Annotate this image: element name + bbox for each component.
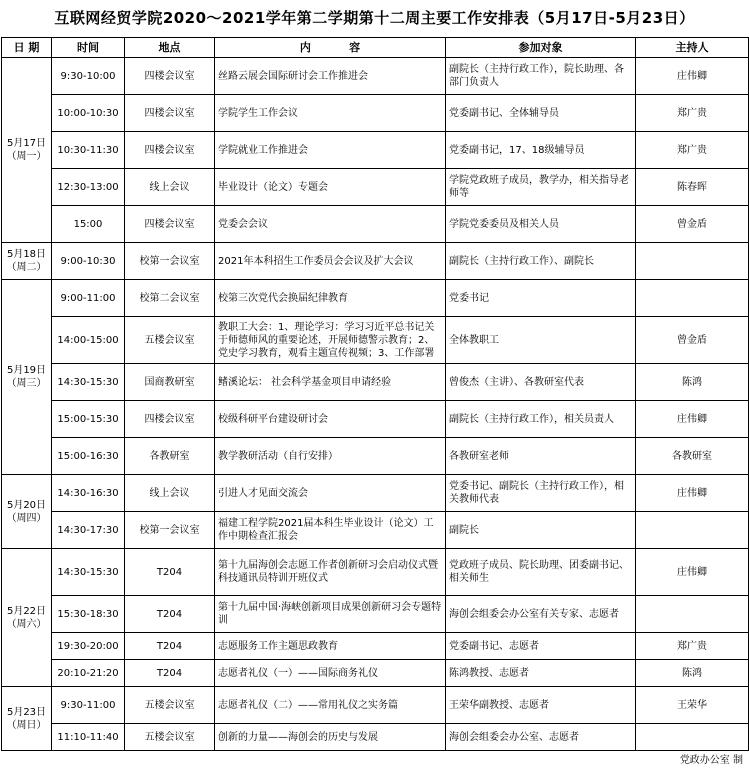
place-cell: 各教研室 — [125, 438, 215, 475]
place-cell: 四楼会议室 — [125, 58, 215, 95]
table-row — [2, 243, 749, 280]
date-cell: 5月22日 （周六） — [2, 549, 52, 687]
time-cell: 10:30-11:30 — [52, 132, 125, 169]
time-cell: 11:10-11:40 — [52, 724, 125, 751]
time-cell: 9:00-10:30 — [52, 243, 125, 280]
footer: 党政办公室 制 — [679, 755, 743, 766]
header-place: 地点 — [125, 38, 215, 58]
content-cell: 创新的力量——海创会的历史与发展 — [215, 724, 446, 751]
table-row — [2, 475, 749, 512]
time-cell: 14:30-15:30 — [52, 364, 125, 401]
table-row — [2, 280, 749, 317]
table-row — [2, 724, 749, 751]
attendees-cell: 学院党委委员及相关人员 — [446, 206, 636, 243]
attendees-cell: 王荣华副教授、志愿者 — [446, 687, 636, 724]
attendees-cell: 副院长 — [446, 512, 636, 549]
time-cell: 15:00-16:30 — [52, 438, 125, 475]
host-cell: 曾金盾 — [636, 206, 749, 243]
date-cell: 5月19日 （周三） — [2, 280, 52, 475]
schedule-body — [2, 58, 749, 751]
place-cell: 四楼会议室 — [125, 401, 215, 438]
table-row — [2, 401, 749, 438]
attendees-cell: 曾俊杰（主讲）、各教研室代表 — [446, 364, 636, 401]
host-cell: 庄伟卿 — [636, 58, 749, 95]
host-cell: 陈鸿 — [636, 364, 749, 401]
place-cell: T204 — [125, 596, 215, 633]
content-cell: 党委会会议 — [215, 206, 446, 243]
attendees-cell: 陈鸿教授、志愿者 — [446, 660, 636, 687]
attendees-cell: 党委书记、副院长（主持行政工作），相关教师代表 — [446, 475, 636, 512]
table-row — [2, 317, 749, 364]
table-row — [2, 206, 749, 243]
content-cell: 第十九届海创会志愿工作者创新研习会启动仪式暨科技通讯员特训开班仪式 — [215, 549, 446, 596]
date-cell: 5月20日 （周四） — [2, 475, 52, 549]
time-cell: 20:10-21:20 — [52, 660, 125, 687]
time-cell: 15:00 — [52, 206, 125, 243]
content-cell: 志愿服务工作主题思政教育 — [215, 633, 446, 660]
content-cell: 学院就业工作推进会 — [215, 132, 446, 169]
host-cell — [636, 596, 749, 633]
time-cell: 15:00-15:30 — [52, 401, 125, 438]
host-cell: 庄伟卿 — [636, 401, 749, 438]
content-cell: 学院学生工作会议 — [215, 95, 446, 132]
host-cell: 庄伟卿 — [636, 475, 749, 512]
place-cell: 校第一会议室 — [125, 243, 215, 280]
table-row — [2, 95, 749, 132]
content-cell: 教职工大会：1、理论学习：学习习近平总书记关于师德师风的重要论述，开展师德警示教育；2、党史学习教育，观看主题宣传视频；3、工作部署 — [215, 317, 446, 364]
content-cell: 2021年本科招生工作委员会会议及扩大会议 — [215, 243, 446, 280]
place-cell: 五楼会议室 — [125, 687, 215, 724]
place-cell: 四楼会议室 — [125, 132, 215, 169]
place-cell: 五楼会议室 — [125, 317, 215, 364]
attendees-cell: 副院长（主持行政工作）、副院长 — [446, 243, 636, 280]
header-content: 内 容 — [215, 38, 446, 58]
table-row — [2, 596, 749, 633]
place-cell: 线上会议 — [125, 169, 215, 206]
content-cell: 校级科研平台建设研讨会 — [215, 401, 446, 438]
place-cell: 校第二会议室 — [125, 280, 215, 317]
host-cell: 曾金盾 — [636, 317, 749, 364]
place-cell: T204 — [125, 633, 215, 660]
attendees-cell: 学院党政班子成员，教学办，相关指导老师等 — [446, 169, 636, 206]
content-cell: 引进人才见面交流会 — [215, 475, 446, 512]
host-cell — [636, 724, 749, 751]
table-row — [2, 660, 749, 687]
place-cell: 线上会议 — [125, 475, 215, 512]
place-cell: 四楼会议室 — [125, 95, 215, 132]
time-cell: 19:30-20:00 — [52, 633, 125, 660]
attendees-cell: 副院长（主持行政工作），院长助理、各部门负责人 — [446, 58, 636, 95]
content-cell: 志愿者礼仪（一）——国际商务礼仪 — [215, 660, 446, 687]
host-cell — [636, 280, 749, 317]
page-title: 互联网经贸学院2020～2021学年第二学期第十二周主要工作安排表（5月17日-5月23日） — [54, 9, 695, 27]
host-cell: 王荣华 — [636, 687, 749, 724]
header-host: 主持人 — [636, 38, 749, 58]
table-row — [2, 687, 749, 724]
content-cell: 丝路云展会国际研讨会工作推进会 — [215, 58, 446, 95]
time-cell: 14:30-17:30 — [52, 512, 125, 549]
attendees-cell: 党委副书记、志愿者 — [446, 633, 636, 660]
date-cell: 5月17日 （周一） — [2, 58, 52, 243]
place-cell: 国商教研室 — [125, 364, 215, 401]
content-cell: 第十九届中国·海峡创新项目成果创新研习会专题特训 — [215, 596, 446, 633]
time-cell: 9:30-10:00 — [52, 58, 125, 95]
header-time: 时间 — [52, 38, 125, 58]
time-cell: 14:30-15:30 — [52, 549, 125, 596]
time-cell: 9:30-11:00 — [52, 687, 125, 724]
time-cell: 10:00-10:30 — [52, 95, 125, 132]
host-cell: 郑广贵 — [636, 95, 749, 132]
host-cell — [636, 512, 749, 549]
attendees-cell: 党委副书记、全体辅导员 — [446, 95, 636, 132]
content-cell: 鳍溪论坛： 社会科学基金项目申请经验 — [215, 364, 446, 401]
host-cell: 庄伟卿 — [636, 549, 749, 596]
date-cell: 5月23日 （周日） — [2, 687, 52, 751]
place-cell: 校第一会议室 — [125, 512, 215, 549]
time-cell: 14:00-15:00 — [52, 317, 125, 364]
attendees-cell: 党政班子成员、院长助理、团委副书记、相关师生 — [446, 549, 636, 596]
table-row — [2, 633, 749, 660]
table-row — [2, 512, 749, 549]
attendees-cell: 全体教职工 — [446, 317, 636, 364]
place-cell: 四楼会议室 — [125, 206, 215, 243]
time-cell: 14:30-16:30 — [52, 475, 125, 512]
attendees-cell: 党委书记 — [446, 280, 636, 317]
place-cell: T204 — [125, 660, 215, 687]
host-cell: 郑广贵 — [636, 633, 749, 660]
time-cell: 9:00-11:00 — [52, 280, 125, 317]
table-row — [2, 438, 749, 475]
content-cell: 毕业设计（论文）专题会 — [215, 169, 446, 206]
table-row — [2, 549, 749, 596]
attendees-cell: 党委副书记，17、18级辅导员 — [446, 132, 636, 169]
host-cell: 陈鸿 — [636, 660, 749, 687]
attendees-cell: 各教研室老师 — [446, 438, 636, 475]
host-cell — [636, 243, 749, 280]
content-cell: 教学教研活动（自行安排） — [215, 438, 446, 475]
host-cell: 陈春晖 — [636, 169, 749, 206]
table-row — [2, 169, 749, 206]
table-row — [2, 364, 749, 401]
attendees-cell: 副院长（主持行政工作），相关员责人 — [446, 401, 636, 438]
date-cell: 5月18日 （周二） — [2, 243, 52, 280]
schedule-table — [1, 37, 749, 751]
place-cell: T204 — [125, 549, 215, 596]
content-cell: 校第三次党代会换届纪律教育 — [215, 280, 446, 317]
table-row — [2, 132, 749, 169]
attendees-cell: 海创会组委会办公室有关专家、志愿者 — [446, 596, 636, 633]
header-date: 日 期 — [2, 38, 52, 58]
header-attendees: 参加对象 — [446, 38, 636, 58]
host-cell: 郑广贵 — [636, 132, 749, 169]
table-row — [2, 58, 749, 95]
time-cell: 12:30-13:00 — [52, 169, 125, 206]
time-cell: 15:30-18:30 — [52, 596, 125, 633]
attendees-cell: 海创会组委会办公室、志愿者 — [446, 724, 636, 751]
place-cell: 五楼会议室 — [125, 724, 215, 751]
host-cell: 各教研室 — [636, 438, 749, 475]
content-cell: 志愿者礼仪（二）——常用礼仪之实务篇 — [215, 687, 446, 724]
header-row — [2, 38, 749, 58]
content-cell: 福建工程学院2021届本科生毕业设计（论文）工作中期检查汇报会 — [215, 512, 446, 549]
